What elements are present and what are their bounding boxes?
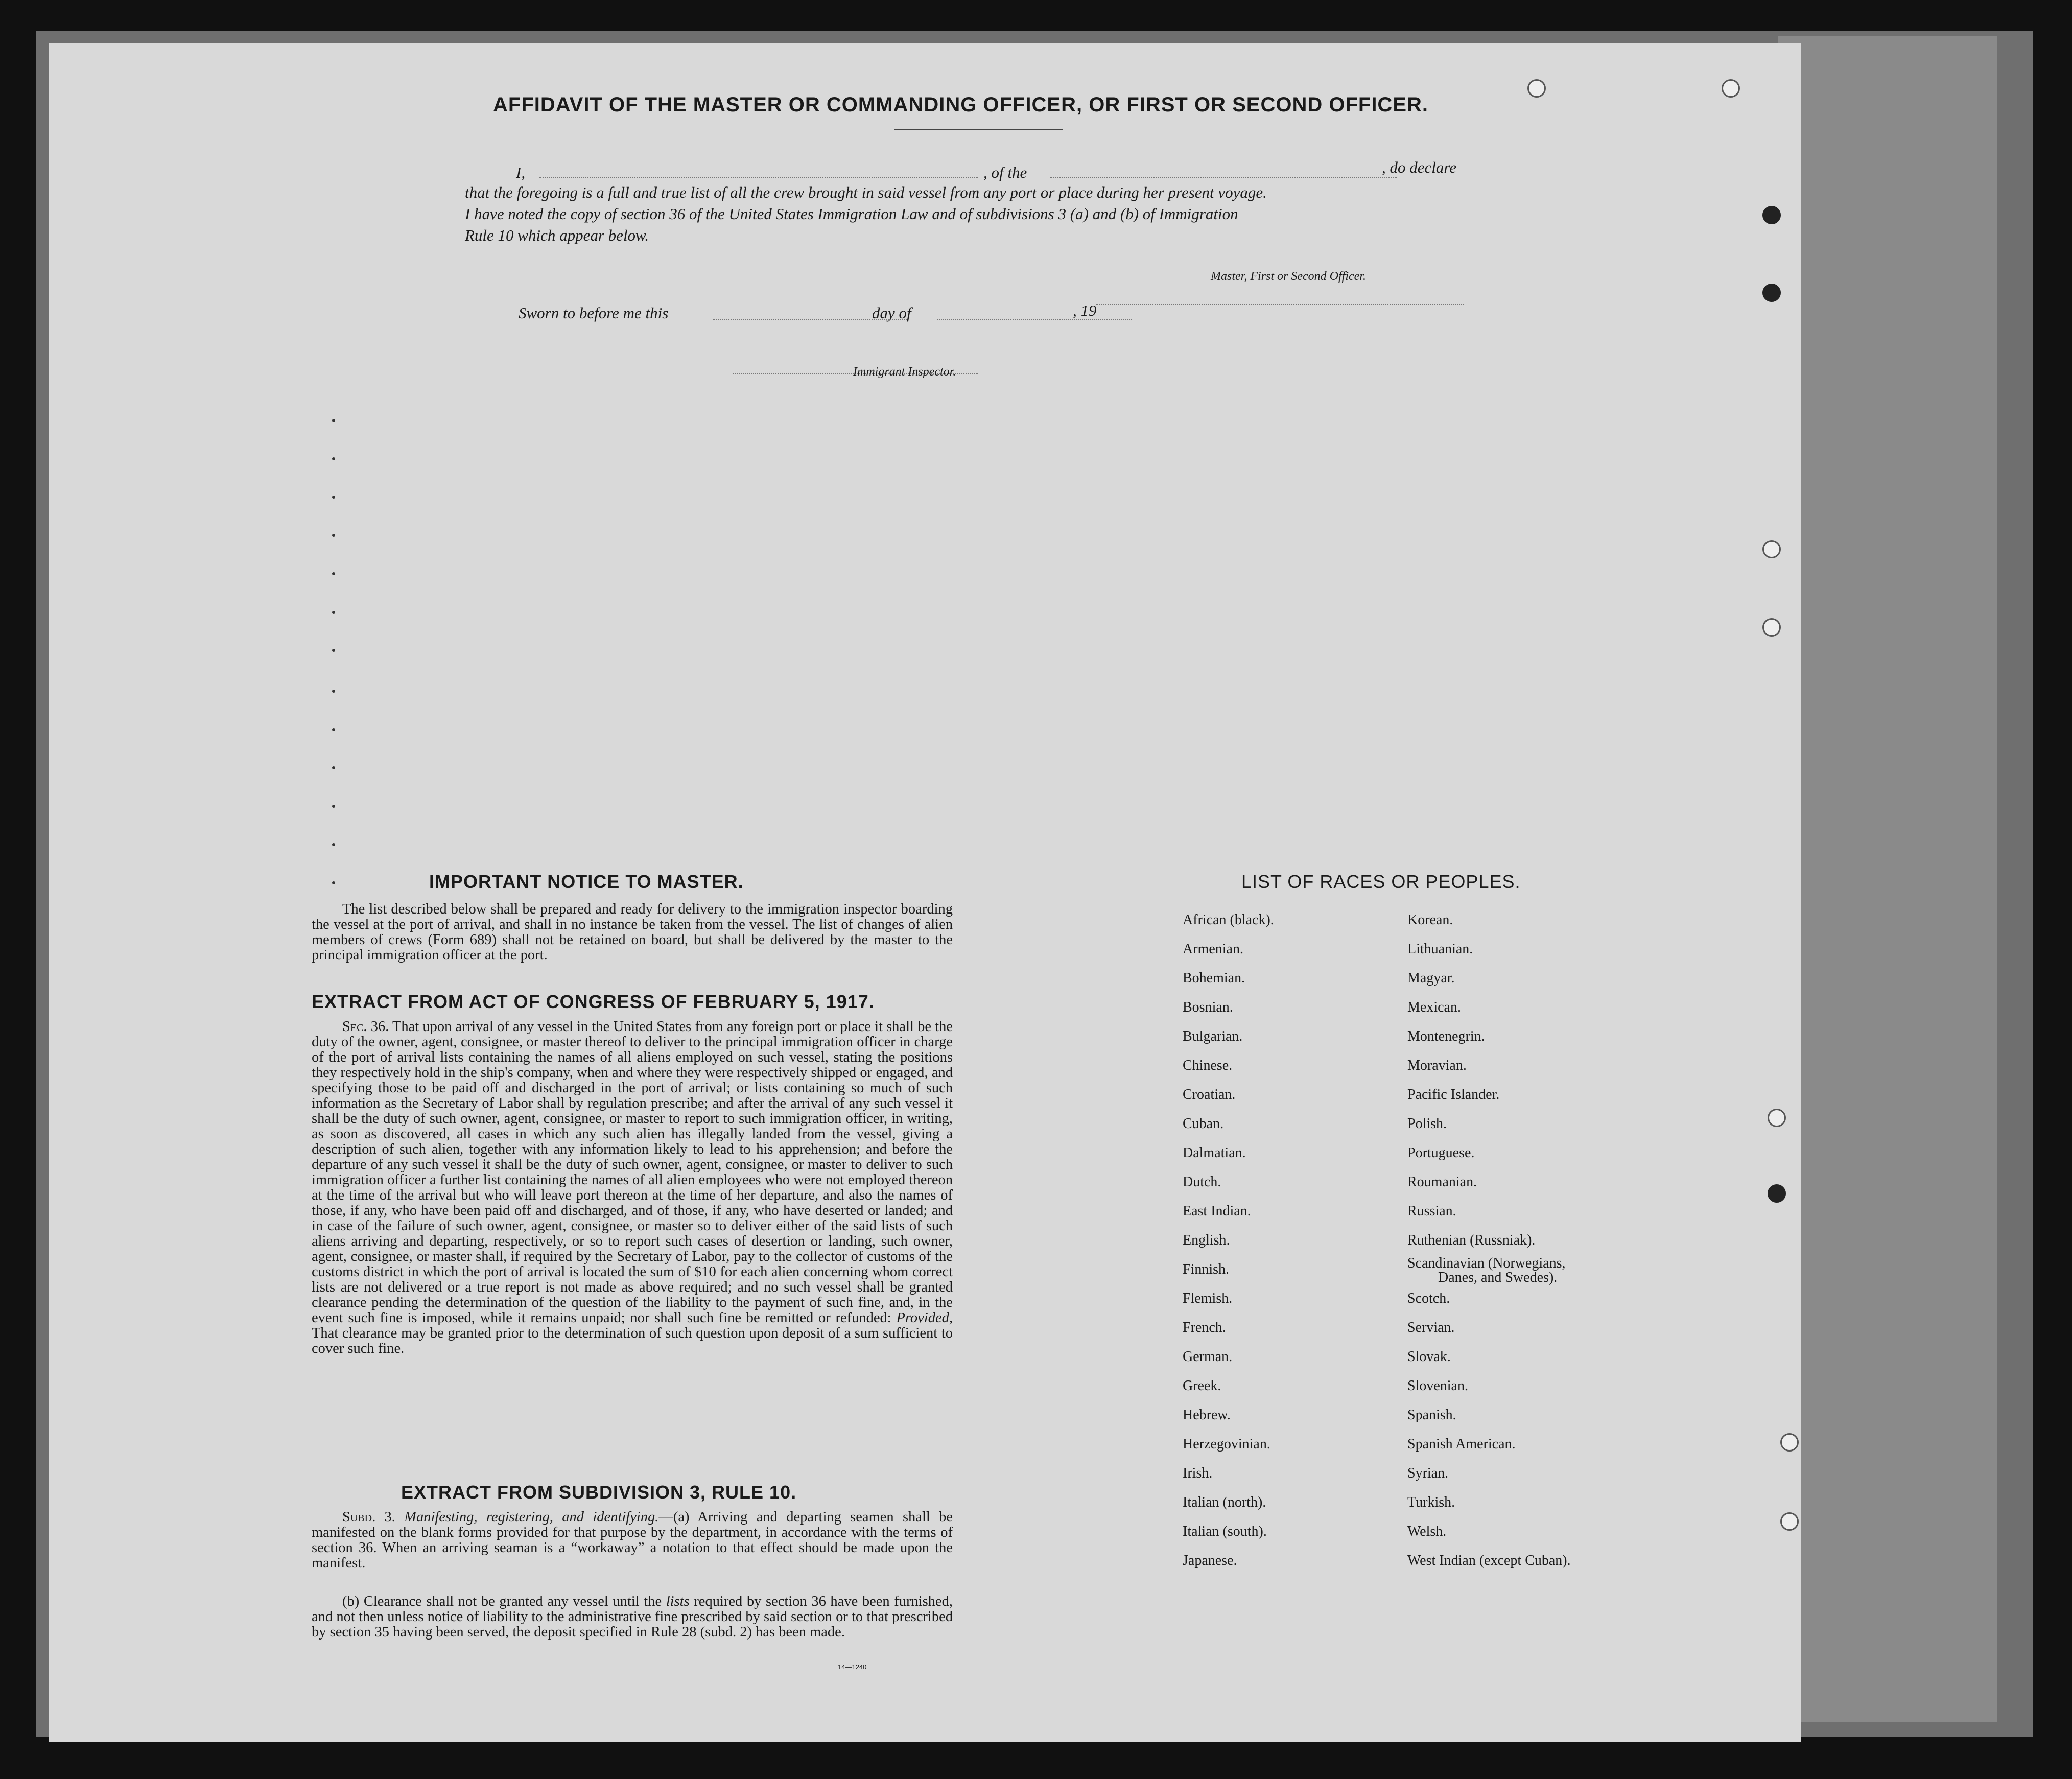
race-item: East Indian. [1183,1203,1251,1219]
act-text [312,1019,953,1356]
race-item: Cuban. [1183,1116,1224,1132]
tick-mark [332,690,335,693]
race-item: Slovenian. [1407,1378,1468,1394]
act-heading: EXTRACT FROM ACT OF CONGRESS OF FEBRUARY 5, 1917. [312,991,875,1012]
sworn-month-blank [937,319,1132,320]
rule-para-b-start: (b) Clearance shall not be granted any vessel until the [342,1594,662,1609]
races-left-column [1183,912,1418,1627]
race-item: Bohemian. [1183,970,1245,986]
race-item: Bosnian. [1183,999,1233,1015]
punch-hole [1768,1184,1786,1203]
race-item: Roumanian. [1407,1174,1477,1190]
tick-mark [332,649,335,652]
race-item: Hebrew. [1183,1407,1231,1423]
tick-mark [332,728,335,731]
race-item: Korean. [1407,912,1453,928]
act-sec-label: Sec. 36. [342,1019,389,1035]
tick-mark [332,805,335,808]
race-item: Armenian. [1183,941,1243,957]
punch-hole [1768,1109,1786,1127]
race-item: Irish. [1183,1465,1213,1481]
race-item: French. [1183,1320,1226,1336]
tick-mark [332,534,335,537]
document-page [49,43,1801,1742]
tick-mark [332,572,335,575]
punch-hole [1762,284,1781,302]
act-provided: Provided, [896,1310,953,1326]
race-item: Russian. [1407,1203,1456,1219]
rule-para-a-text: —(a) Arriving and departing seamen shall be manifested on the blank forms provided for that purpose by the department, in accordance with the terms of section 36. When an arriving seaman is a “workaway” a notation to that effect should be made upon the manifest. [312,1509,953,1571]
race-item: Chinese. [1183,1058,1233,1073]
race-item: Flemish. [1183,1291,1233,1306]
affidavit-title: AFFIDAVIT OF THE MASTER OR COMMANDING OFFICER, OR FIRST OR SECOND OFFICER. [493,93,1428,116]
name-blank [539,177,978,178]
race-item: German. [1183,1349,1233,1365]
rule-subd-label: Subd. 3. [342,1509,395,1525]
race-item: Welsh. [1407,1524,1447,1539]
inspector-label: Immigrant Inspector. [853,365,956,379]
race-item: Servian. [1407,1320,1455,1336]
punch-hole [1762,618,1781,637]
underlying-sheet-edge [1778,36,1997,1722]
race-item: Portuguese. [1407,1145,1475,1161]
vessel-blank [1050,177,1397,178]
race-item: West Indian (except Cuban). [1407,1553,1571,1569]
race-item: Spanish American. [1407,1436,1516,1452]
race-item: Pacific Islander. [1407,1087,1500,1103]
race-item: Turkish. [1407,1494,1455,1510]
race-item-continued: Danes, and Swedes). [1438,1270,1558,1285]
race-item: Lithuanian. [1407,941,1473,957]
race-item: Montenegrin. [1407,1028,1485,1044]
race-item: Moravian. [1407,1058,1467,1073]
race-item: Japanese. [1183,1553,1237,1569]
affidavit-declare: , do declare [1382,158,1457,176]
race-item: Magyar. [1407,970,1455,986]
race-item: African (black). [1183,912,1274,928]
affidavit-i: I, [516,163,526,181]
race-item: Polish. [1407,1116,1447,1132]
sworn-label: Sworn to before me this [519,304,669,322]
notice-heading: IMPORTANT NOTICE TO MASTER. [429,871,744,892]
rule-para-b-lists: lists [666,1594,690,1609]
act-body: That upon arrival of any vessel in the United States from any foreign port or place it shall be the duty of the owner, agent, consignee, or master thereof to deliver to the principal immigration officer in charge of the port of arrival lists containing the names of all aliens employed on such vessel, stating the positions they respectively hold in the ship's company, when and where they were respectively shipped or engaged, and specifying those to be paid off and discharged in the port of arrival; or lists containing so much of such information as the Secretary of Labor shall by regulation prescribe; and after the arrival of any such vessel it shall be the duty of such owner, agent, consignee, or master to report to such immigration officer, in writing, as soon as discovered, all cases in which any such alien has illegally landed from the vessel, giving a description of such alien, together with any information likely to lead to his apprehension; and before the departure of any such vessel it shall be the duty of such owner, agent, consignee, or master to deliver to such immigration officer a further list containing the names of all alien employees who were not employed thereon at the time of the arrival but who will leave port thereon at the time of her departure, and also the names of those, if any, who have been paid off and discharged, and of those, if any, who have deserted or landed; and in case of the failure of such owner, agent, consignee, or master so to deliver either of the said lists of such aliens arriving and departing, respectively, or so to report such cases of desertion or landing, such owner, agent, consignee, or master shall, if required by the Secretary of Labor, pay to the collector of customs of the customs district in which the port of arrival is located the sum of $10 for each alien concerning whom correct lists are not delivered or a true report is not made as above required; and no such vessel shall be granted clearance pending the determination of the question of the liability to the payment of such fine, and, in the event such fine is imposed, while it remains unpaid; nor shall such fine be remitted or refunded: [312,1019,953,1326]
race-item: English. [1183,1232,1230,1248]
race-item: Italian (north). [1183,1494,1266,1510]
rule-subd-title: Manifesting, registering, and identifying. [404,1509,659,1525]
race-item: Scotch. [1407,1291,1450,1306]
race-item: Slovak. [1407,1349,1451,1365]
punch-hole [1780,1512,1799,1531]
year-label: , 19 [1073,301,1097,319]
race-item: Mexican. [1407,999,1461,1015]
punch-hole [1762,540,1781,558]
punch-hole [1722,79,1740,98]
races-heading: LIST OF RACES OR PEOPLES. [1241,871,1521,892]
race-item: Greek. [1183,1378,1221,1394]
tick-mark [332,766,335,769]
race-item: Finnish. [1183,1261,1230,1277]
form-number: 14—1240 [838,1663,867,1671]
race-item: Syrian. [1407,1465,1449,1481]
punch-hole [1780,1433,1799,1452]
races-right-column [1407,912,1673,1627]
race-item: Spanish. [1407,1407,1456,1423]
race-item: Bulgarian. [1183,1028,1243,1044]
race-item: Italian (south). [1183,1524,1267,1539]
tick-mark [332,881,335,884]
rule-para-a [312,1510,953,1571]
notice-text: The list described below shall be prepared and ready for delivery to the immigration inspector boarding the vessel at the port of arrival, and shall in no instance be taken from the vessel. The list of changes of alien members of crews (Form 689) shall not be retained on board, but shall be delivered by the master to the principal immigration officer at the port. [312,901,953,963]
affidavit-line2: that the foregoing is a full and true list of all the crew brought in said vessel from any port or place during her present voyage. [465,183,1267,201]
rule-heading: EXTRACT FROM SUBDIVISION 3, RULE 10. [401,1482,797,1503]
act-body-end: That clearance may be granted prior to the determination of such question upon deposit of a sum sufficient to cover such fine. [312,1325,953,1356]
rule-para-b-end: required by section 36 have been furnished, and not then unless notice of liability to the administrative fine prescribed by said section or to that prescribed by section 35 having been served, the deposit specified in Rule 28 (subd. 2) has been made. [312,1594,953,1640]
affidavit-of-the: , of the [983,163,1027,181]
race-item: Ruthenian (Russniak). [1407,1232,1536,1248]
master-signature-label: Master, First or Second Officer. [1211,270,1366,283]
rule-para-b [312,1594,953,1640]
race-item: Dalmatian. [1183,1145,1246,1161]
day-of-label: day of [872,304,911,322]
race-item: Herzegovinian. [1183,1436,1270,1452]
punch-hole [1762,206,1781,224]
race-item: Dutch. [1183,1174,1221,1190]
affidavit-line3: I have noted the copy of section 36 of the United States Immigration Law and of subdivisions 3 (a) and (b) of Immigration [465,205,1238,223]
tick-mark [332,496,335,499]
race-item: Croatian. [1183,1087,1236,1103]
tick-mark [332,419,335,422]
tick-mark [332,611,335,614]
tick-mark [332,457,335,460]
title-rule [894,129,1063,130]
master-signature-line [1096,304,1464,305]
tick-mark [332,843,335,846]
punch-hole [1527,79,1546,98]
race-item: Scandinavian (Norwegians, [1407,1255,1566,1271]
affidavit-line4: Rule 10 which appear below. [465,226,649,244]
